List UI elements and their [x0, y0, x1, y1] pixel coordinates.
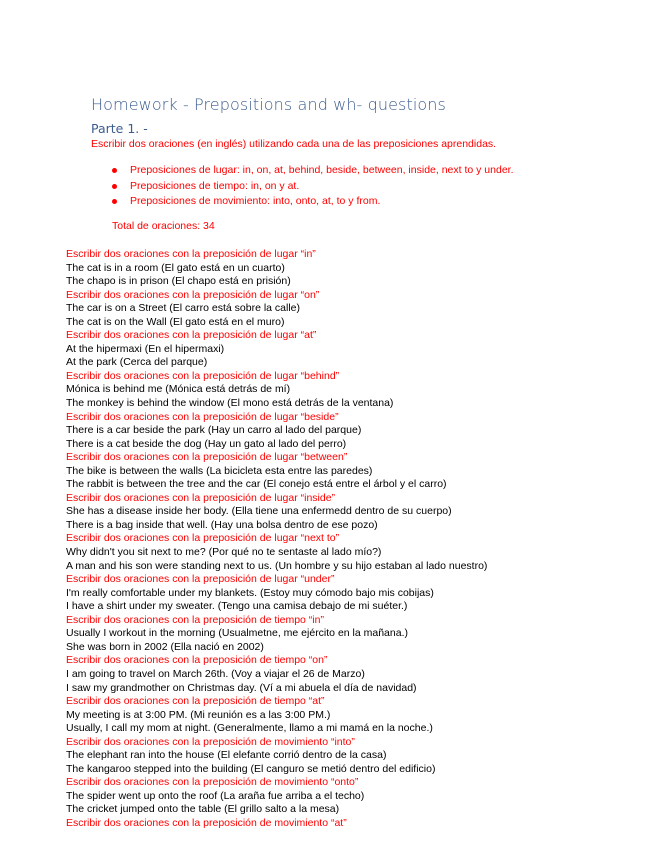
example-sentence: The rabbit is between the tree and the car (El conejo está entre el árbol y el carro): [66, 478, 447, 491]
list-item-text: Preposiciones de movimiento: into, onto, at, to y from.: [130, 195, 381, 207]
example-sentence: I have a shirt under my sweater. (Tengo una camisa debajo de mi suéter.): [66, 600, 408, 613]
example-sentence: The cat is on the Wall (El gato está en el muro): [66, 315, 285, 328]
example-sentence: The cat is in a room (El gato está en un cuarto): [66, 261, 285, 274]
example-sentence: My meeting is at 3:00 PM. (Mi reunión es a las 3:00 PM.): [66, 708, 331, 721]
example-sentence: There is a cat beside the dog (Hay un gato al lado del perro): [66, 437, 347, 450]
bullet-icon: [112, 199, 117, 204]
instruction-heading: Escribir dos oraciones con la preposición de lugar “behind”: [66, 369, 340, 382]
sentences-block: [66, 248, 487, 831]
example-sentence: The bike is between the walls (La bicicleta esta entre las paredes): [66, 464, 373, 477]
section-subtitle: Parte 1. -: [91, 121, 148, 136]
example-sentence: I am going to travel on March 26th. (Voy a viajar el 26 de Marzo): [66, 667, 365, 680]
example-sentence: The spider went up onto the roof (La araña fue arriba a el techo): [66, 789, 365, 802]
instruction-heading: Escribir dos oraciones con la preposición de lugar “at”: [66, 329, 317, 342]
example-sentence: The elephant ran into the house (El elefante corrió dentro de la casa): [66, 749, 387, 762]
instruction-heading: Escribir dos oraciones con la preposición de lugar “in”: [66, 248, 316, 260]
example-sentence: She was born in 2002 (Ella nació en 2002): [66, 640, 264, 653]
instruction-heading: Escribir dos oraciones con la preposición de lugar “on”: [66, 288, 320, 301]
example-sentence: Usually, I call my mom at night. (Generalmente, llamo a mi mamá en la noche.): [66, 722, 433, 735]
instruction-heading: Escribir dos oraciones con la preposición de movimiento “at”: [66, 816, 347, 829]
example-sentence: The monkey is behind the window (El mono está detrás de la ventana): [66, 397, 394, 410]
instruction-heading: Escribir dos oraciones con la preposición de tiempo “on”: [66, 654, 328, 667]
example-sentence: At the park (Cerca del parque): [66, 356, 208, 369]
example-sentence: There is a bag inside that well. (Hay una bolsa dentro de ese pozo): [66, 518, 378, 531]
example-sentence: She has a disease inside her body. (Ella tiene una enfermedd dentro de su cuerpo): [66, 505, 452, 518]
example-sentence: The cricket jumped onto the table (El grillo salto a la mesa): [66, 803, 340, 816]
example-sentence: The kangaroo stepped into the building (El canguro se metió dentro del edificio): [66, 762, 436, 775]
example-sentence: The car is on a Street (El carro está sobre la calle): [66, 302, 301, 315]
prepositions-list: [112, 163, 514, 210]
page-title: Homework - Prepositions and wh- questions: [91, 95, 446, 114]
list-item: [112, 179, 514, 195]
instruction-heading: Escribir dos oraciones con la preposición de lugar “under”: [66, 573, 335, 586]
example-sentence: Usually I workout in the morning (Usualmetne, me ejército en la mañana.): [66, 627, 408, 640]
instruction-heading: Escribir dos oraciones con la preposición de lugar “inside”: [66, 491, 336, 504]
bullet-icon: [112, 168, 117, 173]
example-sentence: A man and his son were standing next to us. (Un hombre y su hijo estaban al lado nuestro): [66, 559, 488, 572]
sentence-total: Total de oraciones: 34: [112, 220, 215, 232]
bullet-icon: [112, 184, 117, 189]
example-sentence: Why didn't you sit next to me? (Por qué no te sentaste al lado mío?): [66, 546, 382, 559]
list-item: [112, 194, 514, 210]
example-sentence: There is a car beside the park (Hay un carro al lado del parque): [66, 424, 362, 437]
example-sentence: At the hipermaxi (En el hipermaxi): [66, 342, 225, 355]
instruction-heading: Escribir dos oraciones con la preposición de movimiento “onto”: [66, 776, 359, 789]
example-sentence: Mónica is behind me (Mónica está detrás de mí): [66, 383, 291, 396]
instruction-heading: Escribir dos oraciones con la preposición de tiempo “in”: [66, 613, 324, 626]
list-item-text: Preposiciones de lugar: in, on, at, behind, beside, between, inside, next to y under.: [130, 164, 514, 176]
instruction-heading: Escribir dos oraciones con la preposición de lugar “next to”: [66, 532, 340, 545]
list-item: [112, 163, 514, 179]
instruction-heading: Escribir dos oraciones con la preposición de lugar “between”: [66, 451, 348, 464]
instructions-text: Escribir dos oraciones (en inglés) utilizando cada una de las preposiciones aprendidas.: [91, 138, 497, 150]
list-item-text: Preposiciones de tiempo: in, on y at.: [130, 179, 300, 192]
example-sentence: The chapo is in prison (El chapo está en prisión): [66, 275, 291, 288]
instruction-heading: Escribir dos oraciones con la preposición de lugar “beside”: [66, 410, 339, 423]
example-sentence: I'm really comfortable under my blankets. (Estoy muy cómodo bajo mis cobijas): [66, 586, 434, 599]
example-sentence: I saw my grandmother on Christmas day. (Ví a mi abuela el día de navidad): [66, 681, 417, 694]
instruction-heading: Escribir dos oraciones con la preposición de tiempo “at”: [66, 695, 325, 708]
instruction-heading: Escribir dos oraciones con la preposición de movimiento “into”: [66, 735, 355, 748]
